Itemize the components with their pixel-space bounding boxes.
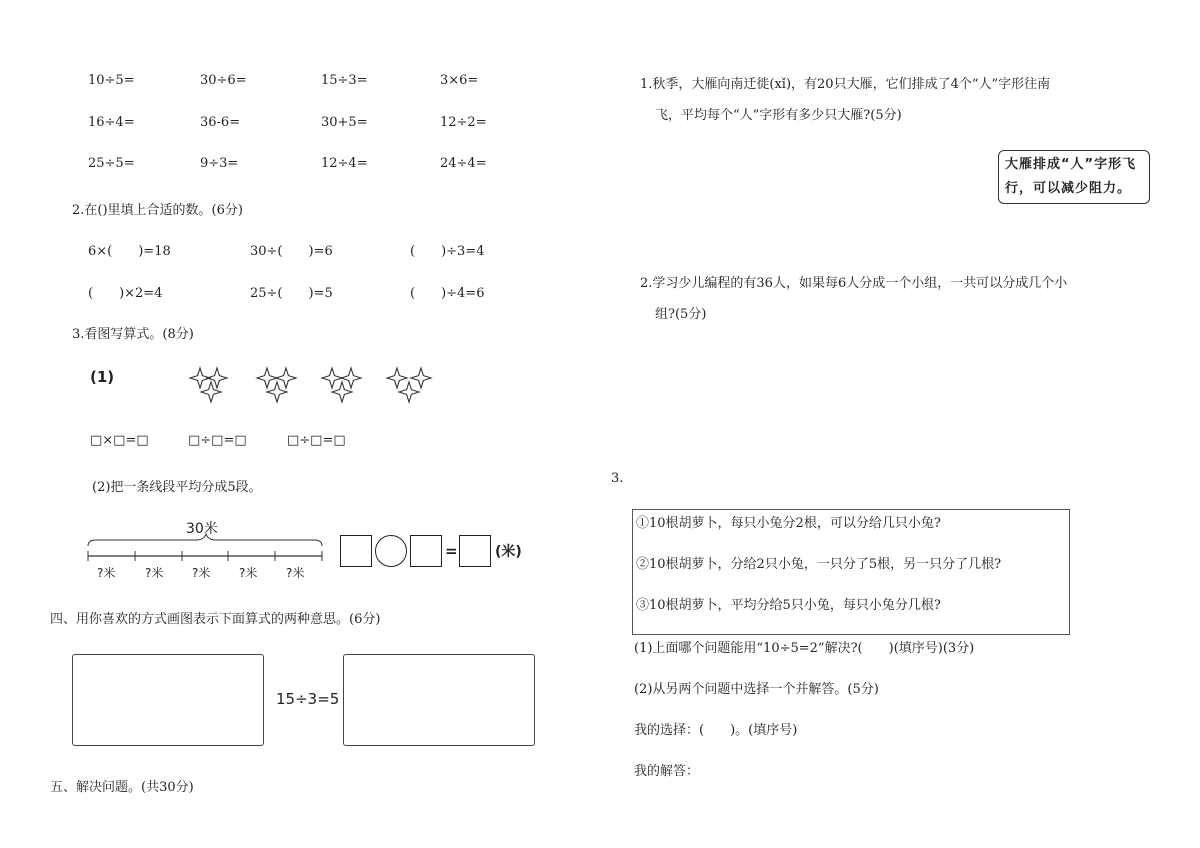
problem-1-line-2: 飞，平均每个“人”字形有多少只大雁?(5分) (655, 108, 902, 123)
tip-note-line-1: 大雁排成“人”字形飞 (1005, 157, 1137, 172)
star-icon (411, 368, 431, 388)
calc-item: 15÷3= (321, 73, 368, 88)
calc-item: 25÷5= (88, 156, 135, 171)
unit-label: (米) (495, 544, 522, 560)
section-4-formula: 15÷3=5 (276, 690, 340, 708)
calc-item: 24÷4= (440, 156, 487, 171)
fill-blank-item: ( )÷4=6 (410, 286, 485, 301)
segment-brace (88, 534, 322, 546)
answer-label: 我的解答： (634, 764, 700, 779)
question-2-title: 2.在()里填上合适的数。(6分) (72, 203, 243, 218)
problem-3-question-2: (2)从另两个问题中选择一个并解答。(5分) (634, 682, 879, 697)
star-icon (257, 368, 277, 388)
part-2-text: (2)把一条线段平均分成5段。 (92, 480, 262, 495)
problem-1-line-1: 1.秋季，大雁向南迁徙(xǐ)，有20只大雁，它们排成了4个“人”字形往南 (640, 77, 1051, 92)
segment-total-label: 30米 (186, 521, 218, 537)
answer-box[interactable] (410, 535, 442, 567)
star-icon (276, 368, 296, 388)
star-group-4 (387, 368, 431, 402)
star-icon (332, 382, 352, 402)
calc-item: 3×6= (440, 73, 479, 88)
problem-3-option: ①10根胡萝卜，每只小兔分2根，可以分给几只小兔? (636, 516, 941, 531)
star-icon (341, 368, 361, 388)
calc-item: 12÷2= (440, 115, 487, 130)
fill-blank-item: ( )÷3=4 (410, 244, 485, 259)
star-icon (399, 382, 419, 402)
problem-3-number: 3. (611, 471, 624, 486)
star-icon (387, 368, 407, 388)
answer-box[interactable] (340, 535, 372, 567)
box-formula: □×□=□ (90, 433, 149, 448)
segment-label: ?米 (97, 566, 116, 580)
calc-item: 10÷5= (88, 73, 135, 88)
calc-item: 9÷3= (200, 156, 239, 171)
star-groups (185, 365, 445, 405)
segment-label: ?米 (239, 566, 258, 580)
segment-label: ?米 (286, 566, 305, 580)
calc-item: 30+5= (321, 115, 368, 130)
box-formula: □÷□=□ (188, 433, 247, 448)
equals-sign: = (445, 542, 458, 560)
choice-label: 我的选择：( )。(填序号) (634, 723, 798, 738)
calc-item: 16÷4= (88, 115, 135, 130)
calc-item: 12÷4= (321, 156, 368, 171)
star-group-1 (190, 368, 227, 402)
star-group-2 (257, 368, 296, 402)
star-icon (322, 368, 342, 388)
fill-blank-item: ( )×2=4 (88, 286, 163, 301)
problem-2-line-2: 组?(5分) (655, 307, 707, 322)
fill-blank-item: 6×( )=18 (88, 244, 171, 259)
star-icon (267, 382, 287, 402)
drawing-box-left[interactable] (72, 654, 264, 746)
section-4-title: 四、用你喜欢的方式画图表示下面算式的两种意思。(6分) (50, 612, 381, 627)
fill-blank-item: 30÷( )=6 (250, 244, 333, 259)
star-group-3 (322, 368, 361, 402)
problem-2-line-1: 2.学习少儿编程的有36人，如果每6人分成一个小组，一共可以分成几个小 (640, 276, 1068, 291)
problem-3-option: ③10根胡萝卜，平均分给5只小兔，每只小兔分几根? (636, 598, 941, 613)
tip-note-line-2: 行，可以减少阻力。 (1005, 181, 1132, 196)
calc-item: 36-6= (200, 115, 241, 130)
box-formula: □÷□=□ (287, 433, 346, 448)
fill-blank-item: 25÷( )=5 (250, 286, 333, 301)
part-1-label: (1) (90, 368, 115, 386)
segment-label: ?米 (145, 566, 164, 580)
problem-3-question-1: (1)上面哪个问题能用“10÷5=2”解决?( )(填序号)(3分) (634, 641, 975, 656)
section-5-title: 五、解决问题。(共30分) (50, 780, 194, 795)
operator-circle[interactable] (375, 535, 407, 567)
answer-box[interactable] (459, 535, 491, 567)
tip-note (998, 150, 1150, 204)
problem-3-option: ②10根胡萝卜，分给2只小兔，一只分了5根，另一只分了几根? (636, 557, 1002, 572)
question-3-title: 3.看图写算式。(8分) (72, 327, 194, 342)
drawing-box-right[interactable] (343, 654, 535, 746)
segment-label: ?米 (192, 566, 211, 580)
calc-item: 30÷6= (200, 73, 247, 88)
